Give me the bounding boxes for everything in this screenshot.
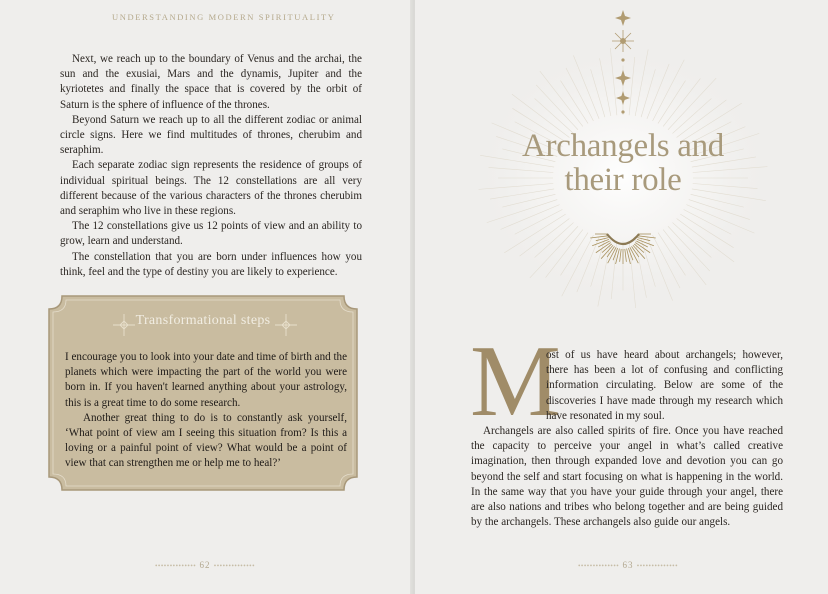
half-sun-ray [615,249,619,264]
page-number-left [130,560,280,570]
folio-dots-icon: •••••••••••••• [213,562,256,570]
drop-cap: M [470,325,561,438]
page-number-right [553,560,703,570]
folio-dots-icon: •••••••••••••• [636,562,679,570]
chapter-title-line: Archangels and [522,128,724,164]
box-text [65,350,347,472]
paragraph: The 12 constellations give us 12 points of view and an ability to grow, learn and understand. [60,220,362,248]
transformational-steps-box [48,295,358,491]
half-sun-ray [638,236,656,238]
chapter-title-line: their role [564,162,682,198]
box-paragraph: Another great thing to do is to constantly ask yourself, ‘What point of view am I seeing this situation from? Is this a loving or a painful point of view? What would be a point of view that can strengthen me or help me to heal?’ [65,411,347,470]
running-head: UNDERSTANDING MODERN SPIRITUALITY [112,12,336,22]
paragraph: Next, we reach up to the boundary of Venus and the archai, the sun and the exusiai, Mars and the dynamis, Jupiter and the kyriotetes and finally the space that is covered by the orbit of Saturn is the sphere of influence of the thrones. [60,53,362,111]
chapter-title [484,129,762,197]
half-sun-ray [620,249,622,262]
left-page [0,0,413,594]
folio-number: 62 [199,560,211,570]
folio-dots-icon: •••••••••••••• [577,562,620,570]
paragraph: Archangels are also called spirits of fire. Once you have reached the capacity to perceive your angel in what’s called creative imagination, then through expanded love and devotion you can go beyond the self and start focusing on what is happening in the world. In the same way that you have your guide through your angel, there are also nations and tribes who belong together and are being guided by the archangels. These archangels also guide our angels. [471,425,783,529]
paragraph: Each separate zodiac sign represents the residence of groups of individual spiritual beings. The 12 constellations are all very different because of the various characters of the thrones cherubim and seraphim who live in these regions. [60,159,362,218]
right-body-text [471,348,783,530]
paragraph: The constellation that you are born under influences how you think, feel and the type of destiny you are likely to experience. [60,250,362,278]
folio-number: 63 [622,560,634,570]
half-sun-ray [625,249,627,262]
half-sun-ray [590,236,608,238]
paragraph: ost of us have heard about archangels; however, there has been a lot of confusing and conflicting information circulating. Below are some of the discoveries I have made through my research which have resonated in my soul. [546,349,783,422]
box-paragraph: I encourage you to look into your date and time of birth and the planets which were impacting the part of the world you were born in. If you haven't learned anything about your astrology, this is a great time to do some research. [65,351,347,409]
left-body-text [60,52,362,280]
half-sun-ray [627,249,631,264]
half-sun-icon [585,224,661,264]
star-column-icon [600,8,646,118]
paragraph: Beyond Saturn we reach up to all the different zodiac or animal circle signs. Here we find multitudes of thrones, cherubim and seraphim. [60,113,362,157]
folio-dots-icon: •••••••••••••• [154,562,197,570]
box-title: Transformational steps [135,313,271,328]
